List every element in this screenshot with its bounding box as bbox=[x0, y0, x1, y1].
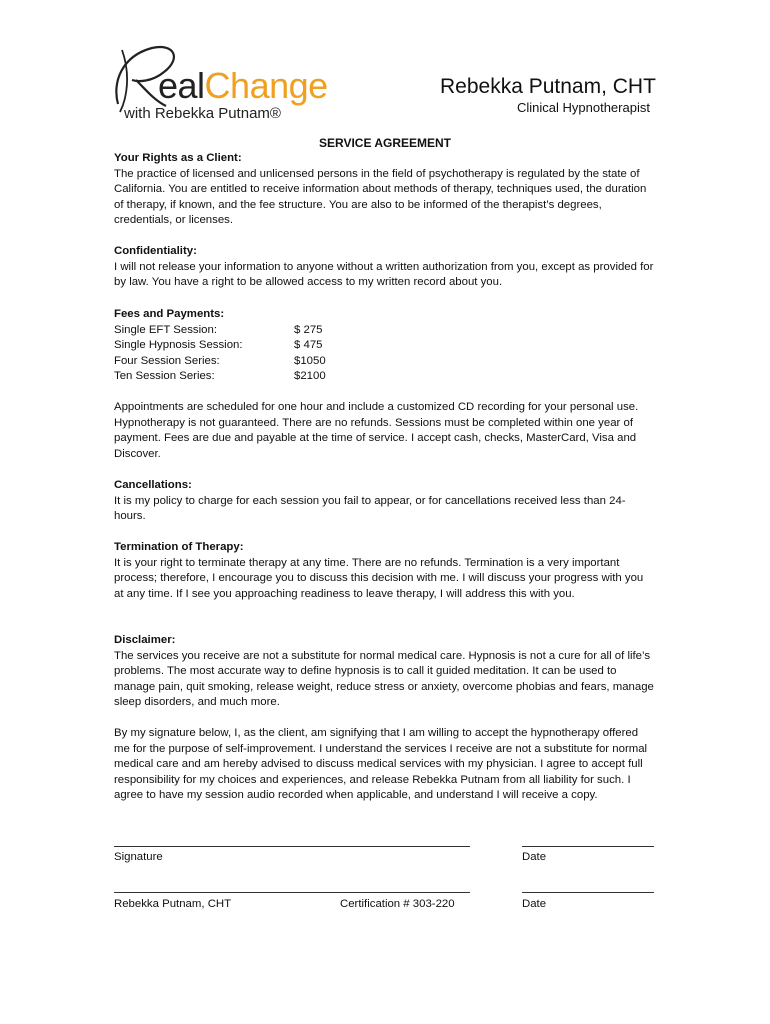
termination-heading: Termination of Therapy: bbox=[114, 541, 244, 553]
fee-label: Single EFT Session: bbox=[114, 323, 217, 336]
fees-heading: Fees and Payments: bbox=[114, 308, 225, 320]
therapist-name-heading: Rebekka Putnam, CHT bbox=[440, 75, 656, 98]
fee-price: $ 475 bbox=[294, 339, 323, 352]
cancellations-heading: Cancellations: bbox=[114, 479, 192, 491]
logo-word-real: eal bbox=[158, 65, 205, 106]
client-signature-label: Signature bbox=[114, 851, 163, 863]
certification-number: Certification # 303-220 bbox=[340, 898, 455, 910]
fee-row bbox=[114, 354, 654, 370]
fee-row bbox=[114, 323, 654, 339]
fee-label: Single Hypnosis Session: bbox=[114, 339, 243, 352]
confidentiality-body: I will not release your information to anyone without a written authorization from you, except as provided for by law. You have a right to be allowed access to my written record about you. bbox=[114, 260, 654, 289]
disclaimer-body: The services you receive are not a substitute for normal medical care. Hypnosis is not a cure for all of life’s problems. The most accurate way to define hypnosis is to call it guided meditation. It can be used to manage pain, quit smoking, release weight, reduce stress or anxiety, overcome phobias and fears, manage sleep disorders, and much more. bbox=[114, 649, 654, 709]
termination-section bbox=[114, 540, 654, 602]
fees-section bbox=[114, 307, 654, 385]
therapist-signature-label: Rebekka Putnam, CHT bbox=[114, 898, 232, 910]
logo-word-change: Change bbox=[204, 65, 328, 106]
cancellations-section bbox=[114, 478, 654, 525]
realchange-logo bbox=[108, 42, 338, 122]
fee-row bbox=[114, 369, 654, 385]
therapist-signature-line[interactable] bbox=[114, 892, 470, 893]
logo-subtitle: with Rebekka Putnam® bbox=[124, 105, 281, 122]
disclaimer-section bbox=[114, 633, 654, 711]
document-title: SERVICE AGREEMENT bbox=[318, 136, 452, 150]
fees-note-section bbox=[114, 400, 654, 462]
fee-price: $1050 bbox=[294, 354, 326, 367]
confidentiality-heading: Confidentiality: bbox=[114, 245, 197, 257]
therapist-date-label: Date bbox=[522, 898, 547, 910]
termination-body: It is your right to terminate therapy at any time. There are no refunds. Termination is a very important process; therefore, I encourage you to discuss this decision with me. I will discuss your progress with you at any time. If I see you approaching readiness to leave therapy, I will address this with you. bbox=[114, 556, 644, 600]
rights-heading: Your Rights as a Client: bbox=[114, 152, 242, 164]
disclaimer-heading: Disclaimer: bbox=[114, 634, 176, 646]
consent-section bbox=[114, 726, 654, 804]
rights-section bbox=[114, 151, 654, 229]
consent-body: By my signature below, I, as the client, am signifying that I am willing to accept the hypnotherapy offered me for the purpose of self-improvement. I understand the services I receive are not a substitute for normal medical care and am hereby advised to discuss medical services with my physician. I agree to accept full responsibility for my choices and experiences, and release Rebekka Putnam from all liability for such. I agree to have my session audio recorded when applicable, and understand I will receive a copy. bbox=[114, 727, 648, 802]
therapist-title: Clinical Hypnotherapist bbox=[517, 100, 650, 115]
fee-price: $2100 bbox=[294, 370, 326, 383]
fee-label: Four Session Series: bbox=[114, 354, 220, 367]
logo-wordmark bbox=[158, 66, 328, 106]
therapist-date-line[interactable] bbox=[522, 892, 654, 893]
client-signature-line[interactable] bbox=[114, 846, 470, 847]
fees-note: Appointments are scheduled for one hour and include a customized CD recording for your personal use. Hypnotherapy is not guaranteed. There are no refunds. Sessions must be completed within one year of payment. Fees are due and payable at the time of service. I accept cash, checks, MasterCard, Visa and Discover. bbox=[114, 401, 639, 460]
rights-body: The practice of licensed and unlicensed persons in the field of psychotherapy is regulated by the state of California. You are entitled to receive information about methods of therapy, techniques used, the duration of therapy, if known, and the fee structure. You are also to be informed of the therapist’s degrees, credentials, or licenses. bbox=[114, 167, 647, 227]
client-date-line[interactable] bbox=[522, 846, 654, 847]
cancellations-body: It is my policy to charge for each session you fail to appear, or for cancellations received less than 24-hours. bbox=[114, 494, 626, 523]
fee-label: Ten Session Series: bbox=[114, 370, 215, 383]
fee-row bbox=[114, 338, 654, 354]
confidentiality-section bbox=[114, 244, 654, 291]
fee-price: $ 275 bbox=[294, 323, 323, 336]
client-date-label: Date bbox=[522, 851, 547, 863]
